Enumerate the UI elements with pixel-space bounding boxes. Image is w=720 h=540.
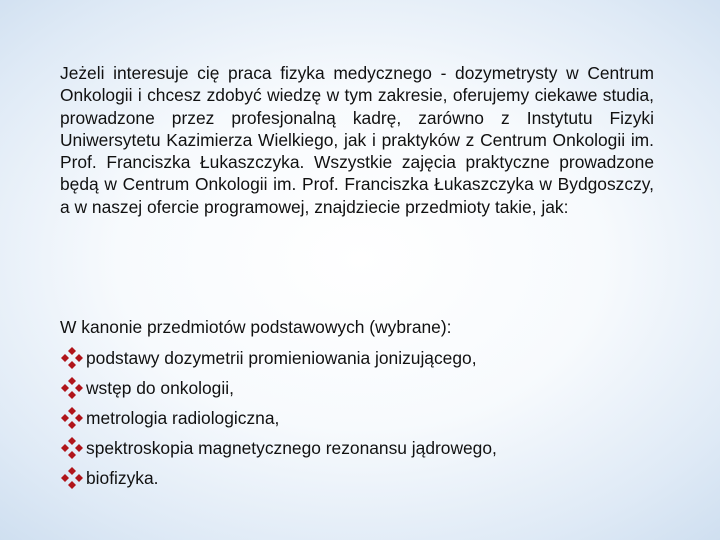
list-item	[60, 403, 660, 433]
subjects-list	[60, 343, 660, 493]
list-item	[60, 373, 660, 403]
list-item-label: wstęp do onkologii,	[86, 378, 234, 398]
intro-paragraph: Jeżeli interesuje cię praca fizyka medycznego - dozymetrysty w Centrum Onkologii i chcesz zdobyć wiedzę w tym zakresie, oferujemy ciekawe studia, prowadzone przez profesjonalną kadrę, zarówno z Instytutu Fizyki Uniwersytetu Kazimierza Wielkiego, jak i praktyków z Centrum Onkologii im. Prof. Franciszka Łukaszczyka. Wszystkie zajęcia praktyczne prowadzone będą w Centrum Onkologii im. Prof. Franciszka Łukaszczyka w Bydgoszczy, a w naszej ofercie programowej, znajdziecie przedmioty takie, jak:	[60, 63, 654, 217]
list-item-label: podstawy dozymetrii promieniowania jonizującego,	[86, 348, 477, 368]
subjects-heading: W kanonie przedmiotów podstawowych (wybrane):	[60, 317, 452, 337]
four-diamond-bullet-icon	[60, 436, 84, 460]
list-item	[60, 463, 660, 493]
list-item	[60, 343, 660, 373]
four-diamond-bullet-icon	[60, 406, 84, 430]
subjects-section	[60, 315, 660, 493]
list-item-label: biofizyka.	[86, 468, 159, 488]
list-item-label: spektroskopia magnetycznego rezonansu jądrowego,	[86, 438, 497, 458]
four-diamond-bullet-icon	[60, 376, 84, 400]
slide-body	[60, 62, 654, 218]
four-diamond-bullet-icon	[60, 466, 84, 490]
four-diamond-bullet-icon	[60, 346, 84, 370]
list-item	[60, 433, 660, 463]
list-item-label: metrologia radiologiczna,	[86, 408, 280, 428]
